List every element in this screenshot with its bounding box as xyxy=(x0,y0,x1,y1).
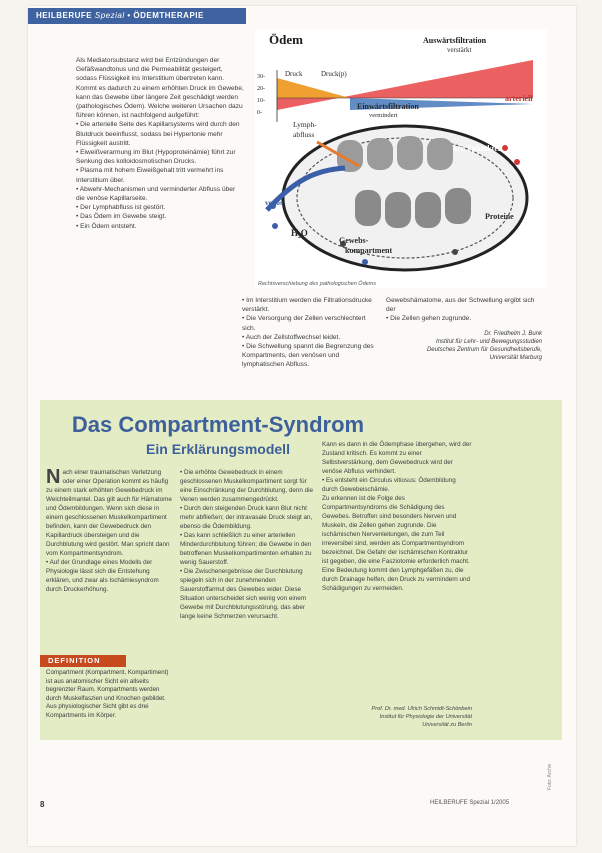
author-affiliation: Deutsches Zentrum für Gesundheitsberufe, xyxy=(426,346,542,353)
left-bullet: • Der Lymphabfluss ist gestört. xyxy=(76,204,166,212)
figure-label-filtration-sub: verstärkt xyxy=(447,46,472,54)
figure-caption: Rechtsverschiebung des pathologischen Ödems xyxy=(258,281,377,287)
box-signature-name: Prof. Dr. med. Ulrich Schmidt-Schönbein xyxy=(371,706,472,712)
figure-label-lymph: Lymph- xyxy=(293,120,317,129)
issue-label: HEILBERUFE Spezial 1/2005 xyxy=(430,800,510,806)
left-paragraph: Als Mediatorsubstanz wird bei Entzündungen der Gefäßwandtonus und die Permeabilität gesteigert, sodass Flüssigkeit ins Interstitium übertreten kann. xyxy=(76,57,225,83)
figure-label-sphinkter: art. Sphinkter xyxy=(453,144,502,153)
author-affiliation: Institut für Lehr- und Bewegungsstudien xyxy=(436,338,542,345)
box-signature xyxy=(322,705,472,729)
left-bullet: • Eiweißverarmung im Blut (Hypoproteinämie) führt zur Senkung des kolloidosmotischen Drucks. xyxy=(76,149,236,166)
photo-credit: Foto: Archiv xyxy=(547,763,553,790)
edema-figure xyxy=(255,30,547,288)
box-column-2 xyxy=(180,468,315,621)
definition-text: Compartment (Kompartment, Kompartiment) ist aus anatomischer Sicht ein allseits begrenzter Raum. Kompartments werden durch Muskelfaszien und Knochen gebildet. Aus physiologischer Sicht gibt es drei Kompartments im Körper. xyxy=(46,669,169,719)
figure-label-druck-sub: Druck(p) xyxy=(321,70,347,78)
figure-tick: 0- xyxy=(257,110,262,116)
header-topic: ÖDEMTHERAPIE xyxy=(133,11,204,20)
figure-label-proteine: Proteine xyxy=(485,212,514,221)
left-bullet: • Die arterielle Seite des Kapillarsystems wird durch den Blutdruck beeinflusst, sodass bei Hypertonie mehr Flüssigkeit austritt. xyxy=(76,121,240,147)
left-bullet: • Das Ödem im Gewebe steigt. xyxy=(76,213,167,221)
box-paragraph: Kann es dann in die Ödemphase übergehen, wird der Zustand kritisch. Es kommt zu einer Selbstverstärkung, dem Gewebedruck wird der venöse Abfluss verhindert. xyxy=(322,441,472,475)
box-subtitle: Ein Erklärungsmodell xyxy=(146,441,290,457)
box-signature-affiliation: Universität zu Berlin xyxy=(422,722,472,728)
box-title: Das Compartment-Syndrom xyxy=(71,412,365,437)
box-bullet: • Das kann schließlich zu einer arteriellen Minderdurchblutung führen; die Gewebe in den betroffenen Muskelkompartimenten erhalten zu wenig Sauerstoff. xyxy=(180,532,312,566)
mid-bullet: • Im Interstitium werden die Filtrationsdrucke verstärkt. xyxy=(242,297,372,314)
figure-tick: 10- xyxy=(257,98,265,104)
definition-badge: DEFINITION xyxy=(40,655,126,667)
figure-label-lymph-2: abfluss xyxy=(293,130,315,139)
box-column-1 xyxy=(46,468,174,594)
box-bullet: • Die Zwischenergebnisse der Durchblutung spiegeln sich in der zunehmenden Sauerstoffarmut des Gewebes wider. Diese Situation unterscheidet sich wenig von einem Gewebe mit Durchblutungsstörung, das aber lange keine Schmerzen verursacht. xyxy=(180,568,307,620)
right-bullet: • Die Zellen gehen zugrunde. xyxy=(386,315,472,323)
author-affiliation: Universität Marburg xyxy=(489,354,542,361)
header-special: Spezial xyxy=(94,11,125,20)
mid-bullet: • Die Schwellung spannt die Begrenzung des Kompartments, den venösen und lymphatischen Abfluss. xyxy=(242,343,374,369)
right-paragraph: Gewebshämatome, aus der Schwellung ergibt sich der xyxy=(386,297,535,314)
mid-bullet: • Auch der Zellstoffwechsel leidet. xyxy=(242,333,341,341)
left-paragraph: Kommt es dadurch zu einem erhöhten Druck im Gewebe, kann das Gewebe über längere Zeit geschädigt werden (pathologisches Ödem). Welche weiteren Ursachen dazu führen können, ist nachfolgend aufgeführt: xyxy=(76,84,244,120)
header-separator: • xyxy=(127,11,131,20)
box-paragraph: Eine Bedeutung kommt den Lymphgefäßen zu, die durch Drainage helfen, den Druck zu vermindern und Schädigungen zu vermeiden. xyxy=(322,567,471,592)
box-paragraph: Zu erkennen ist die Folge des Compartmentsyndroms die Schädigung des Gewebes. Betroffen sind besonders Nerven und Muskeln, die Zellen gehen zugrunde. Die ischämischen Nervenleitungen, die zum Teil irreversibel sind, werden als Compartmentsyndrom bezeichnet. Die Gefahr der ischämischen Kontraktur ist gegeben, die eine Fasziotomie erforderlich macht. xyxy=(322,495,470,565)
box-paragraph: ach einer traumatischen Verletzung oder einer Operation kommt es häufig zu einem stark erhöhten Gewebedruck im Weichteilmantel. Das gilt auch für Hämatome und Ödembildungen. Wenn sich diese in einem geschlossenen Muskelkompartiment befinden, kann der Gewebedruck den Kapillardruck übersteigen und die Durchblutung wird gestört. Man spricht dann vom Kompartmentsyndrom. xyxy=(46,469,172,557)
figure-label-h2o: H₂O xyxy=(291,228,308,238)
left-bullet: • Plasma mit hohem Eiweißgehalt tritt vermehrt ins Interstitium über. xyxy=(76,167,224,184)
header-section: HEILBERUFE xyxy=(36,11,93,20)
author-signature xyxy=(386,330,542,362)
left-bullet: • Ein Ödem entsteht. xyxy=(76,222,137,230)
figure-label-einwaerts: Einwärtsfiltration xyxy=(357,102,419,111)
box-bullet: • Auf der Grundlage eines Modells der Physiologie lässt sich die Entstehung erklären, und zwar als Ischämiesyndrom durch Druckerhöhung. xyxy=(46,559,159,593)
section-header xyxy=(28,8,246,24)
edema-diagram xyxy=(255,30,547,288)
figure-tick: 30- xyxy=(257,74,265,80)
box-bullet: • Es entsteht ein Circulus vitiosus: Ödembildung durch Gewebeischämie. xyxy=(322,477,456,493)
figure-label-kompartment: kompartment xyxy=(345,246,393,255)
left-bullet: • Abwehr-Mechanismen und verminderter Abfluss über die venöse Kapillarseite. xyxy=(76,185,236,203)
figure-title: Ödem xyxy=(269,32,303,47)
right-column xyxy=(386,296,542,362)
drop-cap: N xyxy=(46,466,61,488)
mid-bullet: • Die Versorgung der Zellen verschlechtert sich. xyxy=(242,315,366,332)
figure-tick: 20- xyxy=(257,86,265,92)
box-signature-affiliation: Institut für Physiologie der Universität xyxy=(379,714,472,720)
box-column-3 xyxy=(322,440,472,593)
box-bullet: • Die erhöhte Gewebedruck in einem geschlossenen Muskelkompartiment sorgt für eine Einschränkung der Durchblutung, denn die Venen werden zusammengedrückt. xyxy=(180,469,314,503)
page-number: 8 xyxy=(40,800,45,809)
author-name: Dr. Friedhelm J. Bunk xyxy=(484,330,542,337)
left-column xyxy=(76,56,244,231)
middle-column xyxy=(242,296,377,370)
figure-label-filtration: Auswärtsfiltration xyxy=(423,36,487,45)
figure-label-gewebs: Gewebs- xyxy=(339,236,369,245)
box-bullet: • Durch den steigenden Druck kann Blut nicht mehr abfließen; der intravasale Druck steigt an, ebenso die Ödembildung. xyxy=(180,505,313,530)
figure-label-druck: Druck xyxy=(285,70,303,78)
figure-label-venoes: venös xyxy=(265,198,283,207)
figure-label-einwaerts-sub: vermindert xyxy=(369,112,398,119)
figure-label-arteriell: arteriell xyxy=(505,94,533,103)
